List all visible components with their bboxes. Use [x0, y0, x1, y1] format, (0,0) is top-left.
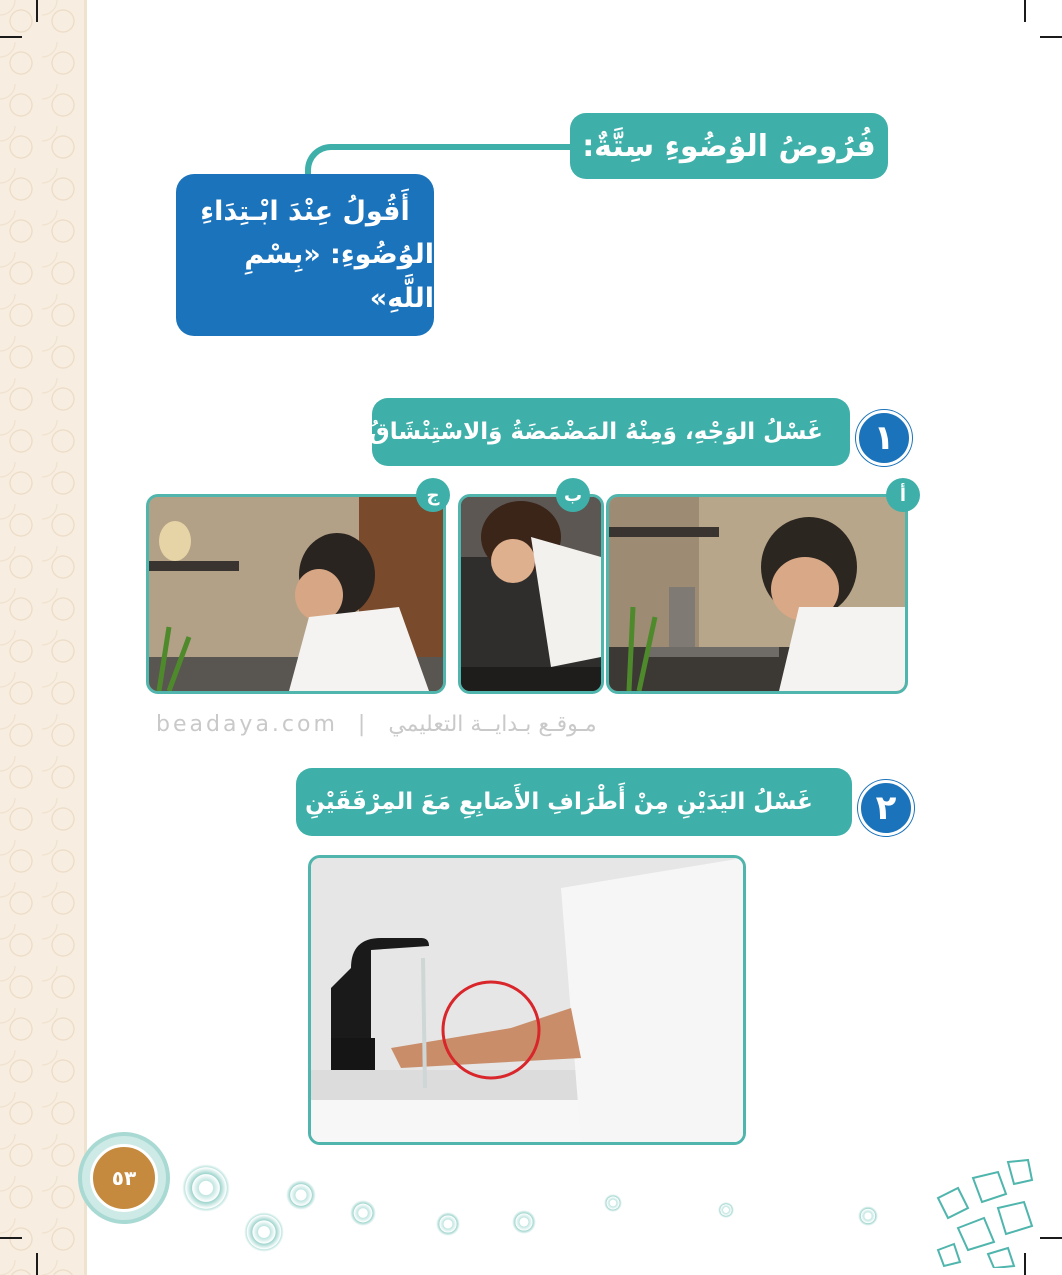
section-heading	[570, 113, 888, 179]
rosette-decoration	[182, 1164, 230, 1212]
page-number	[90, 1144, 158, 1212]
photo-tag-c-text: ج	[426, 484, 440, 506]
photo-tag-b	[556, 478, 590, 512]
photo-b	[458, 494, 604, 694]
photo-a-illustration	[609, 497, 905, 691]
item-1-banner	[369, 398, 850, 466]
item-1-text: غَسْلُ الوَجْهِ، وَمِنْهُ المَضْمَضَةُ وَالاسْتِنْشَاقُ	[369, 419, 823, 445]
item-2-number	[858, 780, 914, 836]
item-1-number	[856, 410, 912, 466]
crop-mark	[1040, 36, 1062, 38]
rosette-decoration	[604, 1194, 622, 1212]
photo-handwash	[308, 855, 746, 1145]
photo-a	[606, 494, 908, 694]
crop-mark	[36, 1253, 38, 1275]
rosette-decoration	[244, 1212, 284, 1252]
photo-tag-a-text: أ	[899, 484, 907, 506]
rosette-decoration	[858, 1206, 878, 1226]
rosette-decoration	[350, 1200, 376, 1226]
basmala-box	[176, 174, 434, 336]
rosette-decoration	[512, 1210, 536, 1234]
watermark-site-name: مـوقـع بـدايــة التعليمي	[388, 712, 597, 737]
watermark	[156, 712, 597, 737]
photo-c	[146, 494, 446, 694]
crop-mark	[36, 0, 38, 22]
crop-mark	[0, 36, 22, 38]
photo-b-illustration	[461, 497, 601, 691]
item-2-text: غَسْلُ اليَدَيْنِ مِنْ أَطْرَافِ الأَصَابِعِ مَعَ المِرْفَقَيْنِ	[305, 789, 813, 815]
rosette-decoration	[286, 1180, 316, 1210]
geometric-ornament	[928, 1158, 1038, 1268]
border-edge	[84, 0, 87, 1275]
crop-mark	[1040, 1237, 1062, 1239]
item-2-number-text: ٢	[875, 788, 897, 828]
decorative-border	[0, 0, 86, 1275]
basmala-line-2: الوُضُوءِ: «بِسْمِ اللَّهِ»	[244, 239, 434, 314]
page-number-text: ٥٣	[111, 1166, 137, 1190]
rosette-decoration	[436, 1212, 460, 1236]
item-1-number-text: ١	[873, 418, 895, 458]
item-2-banner	[296, 768, 852, 836]
photo-handwash-illustration	[311, 858, 743, 1142]
rosette-decoration	[718, 1202, 734, 1218]
crop-mark	[0, 1237, 22, 1239]
photo-c-illustration	[149, 497, 443, 691]
basmala-line-1: أَقُولُ عِنْدَ ابْـتِدَاءِ	[200, 196, 410, 228]
section-heading-text: فُرُوضُ الوُضُوءِ سِتَّةٌ:	[582, 128, 876, 164]
photo-tag-c	[416, 478, 450, 512]
watermark-separator: |	[357, 712, 369, 737]
watermark-domain: beadaya.com	[156, 712, 338, 737]
photo-tag-a	[886, 478, 920, 512]
crop-mark	[1024, 0, 1026, 22]
photo-tag-b-text: ب	[563, 484, 583, 506]
